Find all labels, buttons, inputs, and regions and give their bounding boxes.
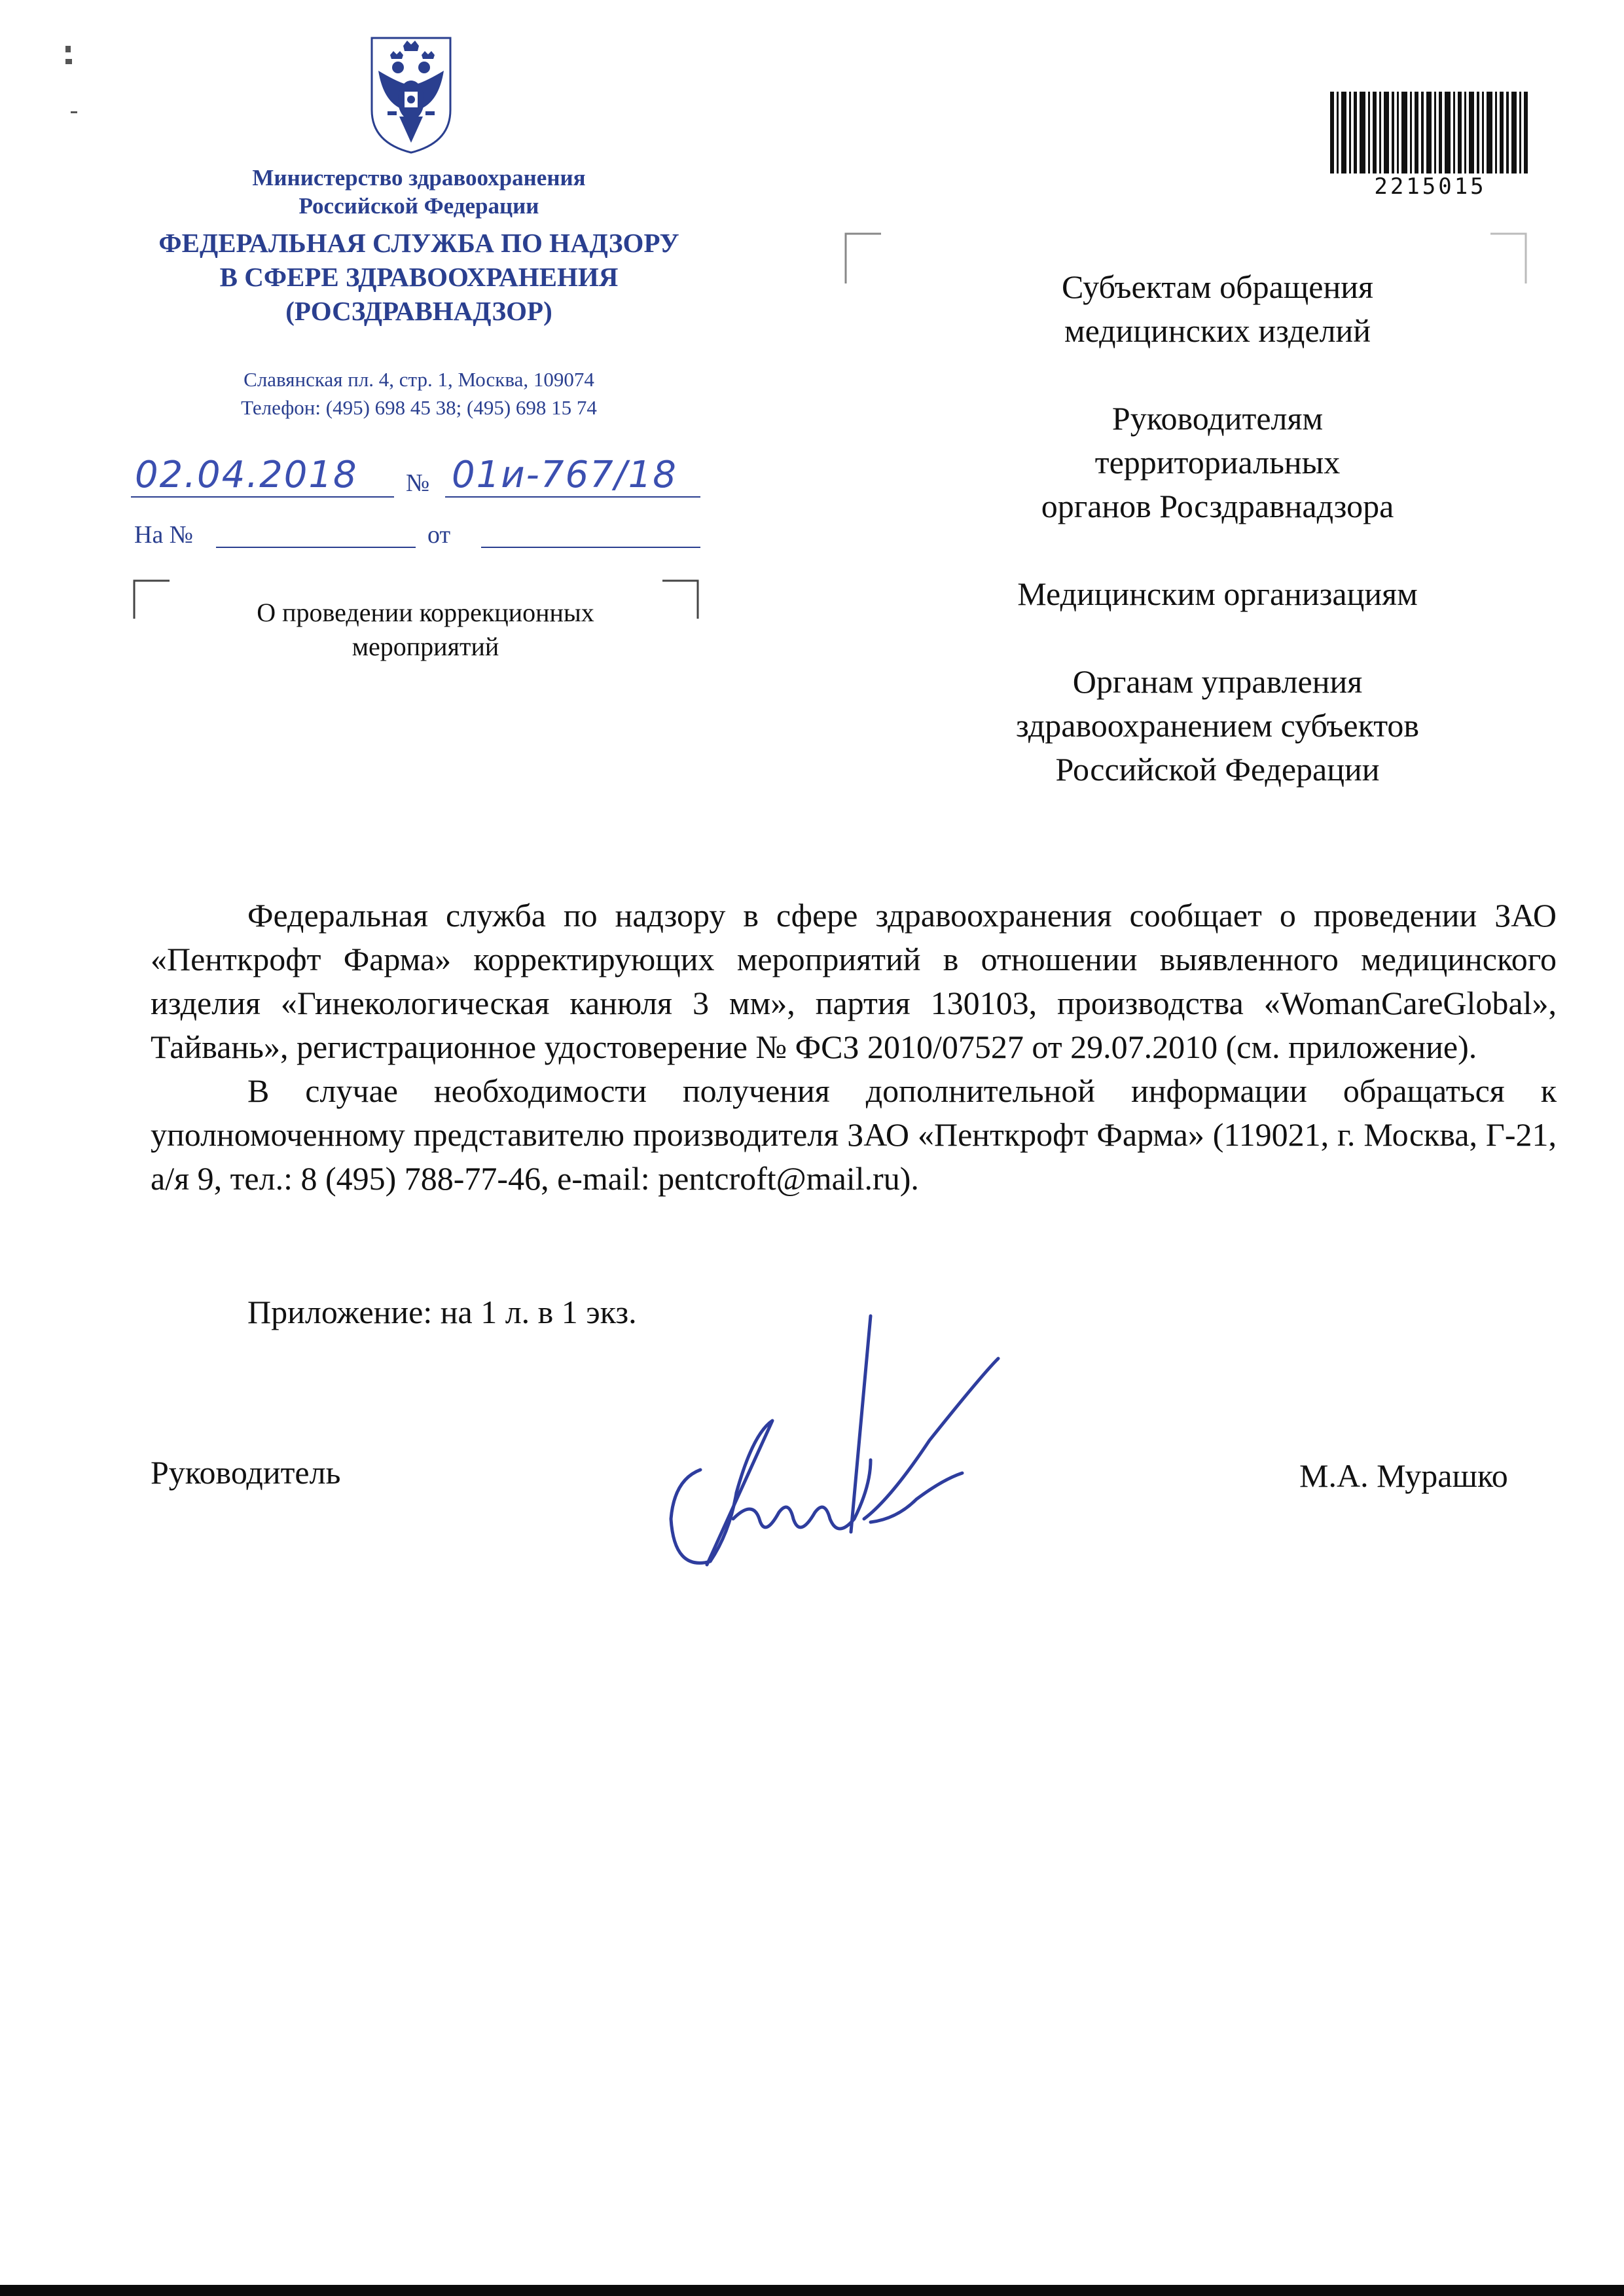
registration-number-field [445, 456, 700, 498]
recipient-line: Органам управления [1072, 663, 1363, 700]
registration-line [131, 456, 700, 508]
subject-line: мероприятий [352, 632, 499, 661]
handwritten-signature-icon [655, 1303, 1021, 1578]
reply-from-date-blank [481, 520, 700, 548]
signer-name: М.А. Мурашко [1299, 1457, 1508, 1494]
bracket-top-left-icon [844, 232, 882, 285]
registration-number: 01и-767/18 [452, 454, 677, 496]
signer-position: Руководитель [151, 1454, 341, 1491]
recipient [923, 660, 1512, 792]
recipients-block [923, 265, 1512, 835]
scan-edge [0, 2285, 1624, 2296]
letter-body [151, 894, 1557, 1201]
service-line: (РОСЗДРАВНАДЗОР) [285, 296, 552, 326]
address-line: Телефон: (495) 698 45 38; (495) 698 15 74 [241, 396, 597, 419]
registration-date-field [131, 456, 394, 498]
recipient-line: медицинских изделий [1064, 312, 1371, 349]
scan-speck [71, 111, 77, 113]
recipient-line: территориальных [1094, 444, 1341, 481]
barcode-icon [1330, 92, 1530, 173]
subject-line: О проведении коррекционных [257, 598, 594, 627]
registration-number-label: № [406, 469, 430, 497]
recipient-line: Российской Федерации [1055, 751, 1380, 788]
bracket-top-left-icon [133, 579, 171, 620]
scan-speck [65, 59, 72, 64]
recipient-line: органов Росздравнадзора [1041, 488, 1394, 524]
reply-to-number-blank [216, 520, 416, 548]
service-name [92, 226, 746, 328]
reply-to-label: На № [134, 521, 194, 549]
recipient [923, 572, 1512, 616]
recipient-line: здравоохранением субъектов [1015, 707, 1420, 744]
scan-speck [65, 46, 71, 52]
service-line: ФЕДЕРАЛЬНАЯ СЛУЖБА ПО НАДЗОРУ [158, 228, 679, 258]
letter-subject [190, 596, 661, 664]
bracket-top-right-icon [661, 579, 699, 620]
registration-date: 02.04.2018 [135, 454, 358, 496]
reply-reference-line [134, 520, 704, 560]
ministry-line: Министерство здравоохранения [252, 165, 586, 191]
recipient-line: Медицинским организациям [1017, 575, 1418, 612]
attachment-note: Приложение: на 1 л. в 1 экз. [247, 1294, 637, 1330]
ministry-name [157, 164, 681, 220]
body-paragraph: Федеральная служба по надзору в сфере здравоохранения сообщает о проведении ЗАО «Пенткрофт Фарма» корректирующих мероприятий в отношении выявленного медицинского изделия «Гинекологическая канюля 3 мм», партия 130103, производства «WomanCareGlobal», Тайвань», регистрационное удостоверение № ФСЗ 2010/07527 от 29.07.2010 (см. приложение). [151, 897, 1557, 1065]
address-line: Славянская пл. 4, стр. 1, Москва, 109074 [244, 368, 594, 391]
body-paragraph: В случае необходимости получения дополнительной информации обращаться к уполномоченному представителю производителя ЗАО «Пенткрофт Фарма» (119021, г. Москва, Г-21, а/я 9, тел.: 8 (495) 788-77-46, e-mail: pentcroft@mail.ru). [151, 1072, 1557, 1197]
ministry-line: Российской Федерации [298, 193, 539, 219]
service-line: В СФЕРЕ ЗДРАВООХРАНЕНИЯ [219, 262, 619, 292]
recipient-line: Субъектам обращения [1062, 268, 1373, 305]
service-address [131, 365, 707, 422]
coat-of-arms-icon [359, 31, 463, 156]
recipient [923, 397, 1512, 528]
reply-from-label: от [427, 521, 451, 549]
recipient [923, 265, 1512, 353]
barcode-number: 2215015 [1374, 173, 1487, 200]
recipient-line: Руководителям [1111, 400, 1324, 437]
